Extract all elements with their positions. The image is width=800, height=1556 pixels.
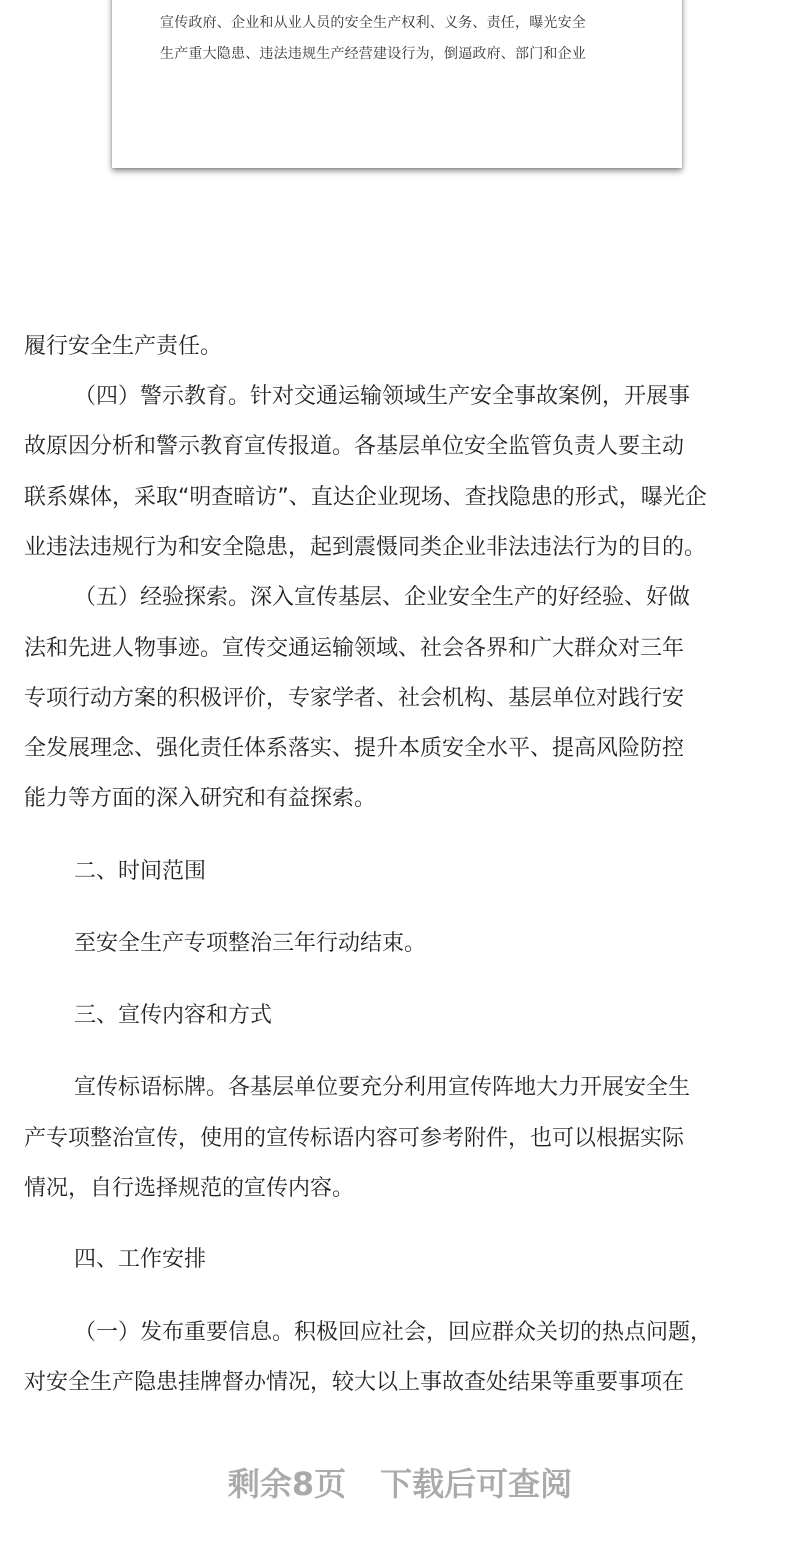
paragraph-line: 故原因分析和警示教育宣传报道。各基层单位安全监管负责人要主动 [24, 434, 685, 459]
remaining-pages-text[interactable]: 剩余8页 [227, 1465, 347, 1503]
section-heading: 四、工作安排 [74, 1247, 207, 1272]
paragraph-line: （四）警示教育。针对交通运输领域生产安全事故案例，开展事 [74, 384, 691, 409]
paragraph-line: 能力等方面的深入研究和有益探索。 [24, 786, 377, 811]
section-heading: 三、宣传内容和方式 [74, 1003, 273, 1028]
paragraph-line: 至安全生产专项整治三年行动结束。 [74, 931, 427, 956]
paragraph-line: 产专项整治宣传，使用的宣传标语内容可参考附件，也可以根据实际 [24, 1126, 685, 1151]
paragraph-line: （五）经验探索。深入宣传基层、企业安全生产的好经验、好做 [74, 585, 691, 610]
paragraph-line: 全发展理念、强化责任体系落实、提升本质安全水平、提高风险防控 [24, 736, 685, 761]
paragraph-line: 履行安全生产责任。 [24, 334, 223, 359]
paragraph-line: 情况，自行选择规范的宣传内容。 [24, 1176, 355, 1201]
paragraph-line: 业违法违规行为和安全隐患，起到震慑同类企业非法违法行为的目的。 [24, 535, 707, 560]
paragraph-line: 对安全生产隐患挂牌督办情况，较大以上事故查处结果等重要事项在 [24, 1370, 685, 1395]
paragraph-line: 联系媒体，采取“明查暗访”、直达企业现场、查找隐患的形式，曝光企 [24, 485, 707, 510]
preview-line: 宣传政府、企业和从业人员的安全生产权利、义务、责任，曝光安全 [160, 15, 586, 31]
page-preview-card [112, 0, 682, 168]
paragraph-line: 法和先进人物事迹。宣传交通运输领域、社会各界和广大群众对三年 [24, 636, 685, 661]
section-heading: 二、时间范围 [74, 859, 207, 884]
preview-line: 生产重大隐患、违法违规生产经营建设行为，倒逼政府、部门和企业 [160, 46, 586, 62]
download-banner[interactable] [0, 1459, 800, 1505]
paragraph-line: 专项行动方案的积极评价，专家学者、社会机构、基层单位对践行安 [24, 686, 685, 711]
download-to-view-link[interactable]: 下载后可查阅 [380, 1465, 573, 1503]
paragraph-line: 宣传标语标牌。各基层单位要充分利用宣传阵地大力开展安全生 [74, 1075, 691, 1100]
paragraph-line: （一）发布重要信息。积极回应社会，回应群众关切的热点问题， [74, 1320, 713, 1345]
